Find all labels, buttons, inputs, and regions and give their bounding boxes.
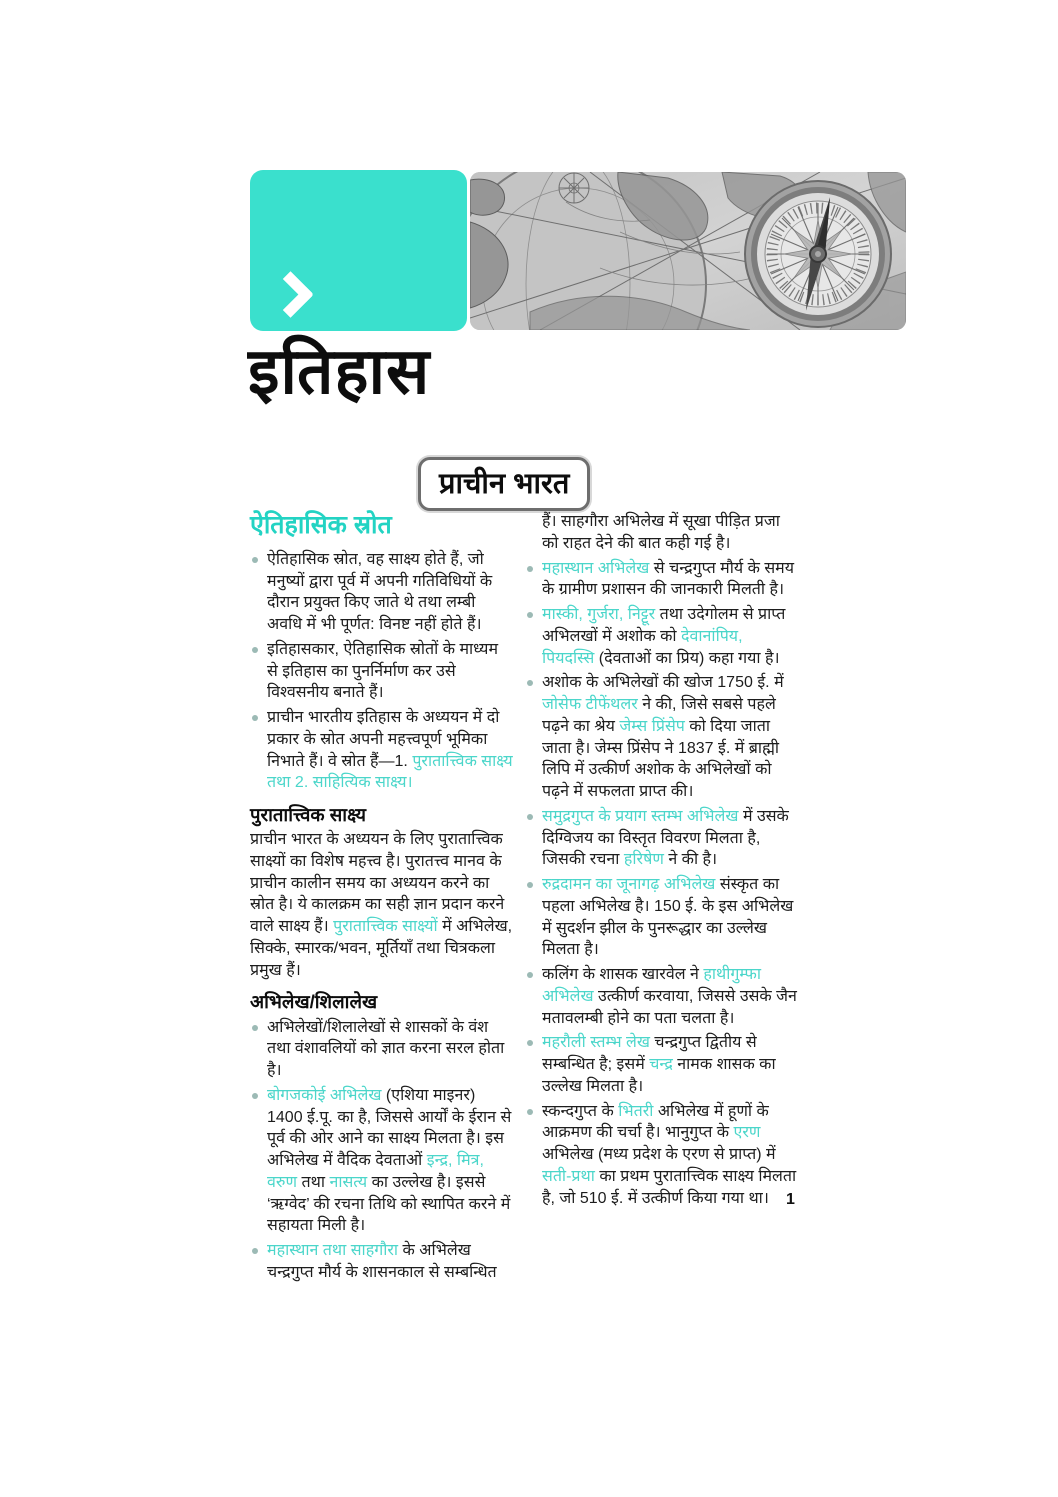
text-run: उत्कीर्ण करवाया, जिससे उसके जैन मतावलम्बी होने का पता चलता है।: [542, 987, 797, 1027]
text-run: अशोक के अभिलेखों की खोज 1750 ई. में: [542, 674, 784, 692]
list-item: [250, 639, 513, 704]
text-run: में अभिलेख, सिक्के, स्मारक/भवन, मूर्तियाँ तथा चित्रकला प्रमुख हैं।: [250, 918, 513, 979]
list-item: [250, 707, 513, 794]
compass-rose-icon: [745, 181, 891, 327]
text-run: तथा उदेगोलम से प्राप्त अभिलखों में अशोक को: [542, 606, 786, 645]
text-run: का उल्लेख है। इससे ‘ऋग्वेद’ की रचना तिथि को स्थापित करने में सहायता मिली है।: [267, 1173, 511, 1235]
text-run: ने की, जिसे सबसे पहले पढ़ने का श्रेय: [542, 696, 776, 735]
text-run: स्कन्दगुप्त के: [542, 1102, 619, 1120]
highlighted-term: महरौली स्तम्भ लेख: [542, 1034, 650, 1052]
highlighted-term: पुरातात्त्विक साक्ष्यों: [333, 918, 438, 936]
text-run: से चन्द्रगुप्त मौर्य के समय के ग्रामीण प्रशासन की जानकारी मिलती है।: [542, 559, 795, 599]
highlighted-term: देवानांपिय, पियदस्सि: [542, 627, 743, 667]
highlighted-term: महास्थान अभिलेख: [542, 559, 650, 577]
list-item: [250, 1085, 513, 1237]
list-item: [250, 549, 513, 636]
section-badge: प्राचीन भारत: [418, 457, 590, 511]
text-run: ने की है।: [663, 851, 718, 869]
text-run: (एशिया माइनर) 1400 ई.पू. का है, जिससे आर्यों के ईरान से पूर्व की ओर आने का साक्ष्य मिलता है। इस अभिलेख में वैदिक देवताओं: [267, 1086, 512, 1170]
highlighted-term: एरण: [733, 1124, 761, 1142]
text-run: चन्द्रगुप्त द्वितीय से सम्बन्धित है; इसमें: [542, 1034, 757, 1073]
highlighted-term: सती-प्रथा: [542, 1167, 595, 1185]
text-run: प्राचीन भारतीय इतिहास के अध्ययन में दो प्रकार के स्रोत अपनी महत्त्वपूर्ण भूमिका निभाते हैं। वे स्रोत हैं—1.: [267, 709, 500, 770]
highlighted-term: जोसेफ टीफेंथलर: [542, 696, 638, 713]
text-run: तथा: [297, 1173, 330, 1191]
list-item: [525, 604, 797, 669]
chapter-marker-box: [250, 170, 467, 331]
subheading-inscriptions: अभिलेख/शिलालेख: [250, 991, 378, 1013]
antique-map-compass-image: [470, 172, 906, 330]
text-run: कलिंग के शासक खारवेल ने: [542, 966, 704, 983]
list-item: [525, 806, 797, 871]
highlighted-term: पुरातात्त्विक साक्ष्य तथा 2. साहित्यिक साक्ष्य।: [267, 752, 513, 792]
highlighted-term: समुद्रगुप्त के प्रयाग स्तम्भ अभिलेख: [542, 807, 739, 825]
text-run: अभिलेख में हूणों के आक्रमण की चर्चा है। भानुगुप्त के: [542, 1102, 769, 1142]
archaeology-paragraph: [250, 829, 513, 981]
right-bullet-list: [525, 558, 797, 1210]
text-run: को दिया जाता जाता है। जेम्स प्रिंसेप ने 1837 ई. में ब्राह्मी लिपि में उत्कीर्ण अशोक के अभिलेखों को पढ़ने में सफलता प्राप्त की।: [542, 717, 780, 800]
text-run: हैं। साहगौरा अभिलेख में सूखा पीड़ित प्रजा को राहत देने की बात कही गई है।: [542, 513, 780, 552]
page-title: इतिहास: [248, 335, 431, 407]
list-item: [250, 1240, 513, 1284]
subheading-archaeological-evidence: पुरातात्त्विक साक्ष्य: [250, 804, 367, 825]
intro-bullet-list: [250, 549, 513, 794]
map-compass-art: [470, 172, 906, 330]
list-item: [525, 558, 797, 602]
inscriptions-bullet-list: [250, 1017, 513, 1284]
highlighted-term: जेम्स प्रिंसेप: [619, 717, 685, 735]
highlighted-term: भितरी: [618, 1102, 654, 1120]
highlighted-term: बोगजकोई अभिलेख: [267, 1086, 382, 1104]
text-run: में उसके दिग्विजय का विस्तृत विवरण मिलता है, जिसकी रचना: [542, 807, 789, 869]
highlighted-term: हरिषेण: [623, 851, 664, 869]
list-item: [525, 1032, 797, 1097]
list-item: [525, 672, 797, 803]
heading-historical-sources: ऐतिहासिक स्रोत: [250, 511, 392, 539]
list-item: [525, 874, 797, 961]
highlighted-term: चन्द्र: [649, 1056, 673, 1073]
list-item: [525, 1101, 797, 1210]
text-run: इतिहासकार, ऐतिहासिक स्रोतों के माध्यम से इतिहास का पुनर्निर्माण कर उसे विश्वसनीय बनाते हैं।: [267, 640, 499, 702]
text-run: संस्कृत का पहला अभिलेख है। 150 ई. के इस अभिलेख में सुदर्शन झील के पुनरूद्धार का उल्लेख मिलता है।: [542, 876, 794, 959]
content-columns: [250, 511, 797, 1288]
highlighted-term: रुद्रदामन का जूनागढ़ अभिलेख: [542, 876, 716, 893]
text-run: के अभिलेख चन्द्रगुप्त मौर्य के शासनकाल से सम्बन्धित: [267, 1242, 497, 1281]
highlighted-term: नासत्य: [329, 1173, 368, 1191]
text-run: अभिलेखों/शिलालेखों से शासकों के वंश तथा वंशावलियों को ज्ञात करना सरल होता है।: [267, 1018, 505, 1080]
page-number: 1: [786, 1191, 795, 1208]
text-run: (देवताओं का प्रिय) कहा गया है।: [594, 649, 780, 667]
text-run: अभिलेख (मध्य प्रदेश के एरण से प्राप्त) में: [542, 1146, 776, 1163]
continuation-paragraph: [525, 511, 797, 555]
list-item: [525, 964, 797, 1029]
text-run: प्राचीन भारत के अध्ययन के लिए पुरातात्त्विक साक्ष्यों का विशेष महत्त्व है। पुरातत्त्व मानव के प्राचीन कालीन समय का अध्ययन करने का स्रोत है। ये कालक्रम का सही ज्ञान प्रदान करने वाले साक्ष्य हैं।: [250, 831, 505, 936]
chevron-right-icon: [267, 271, 314, 318]
text-run: ऐतिहासिक स्रोत, वह साक्ष्य होते हैं, जो मनुष्यों द्वारा पूर्व में अपनी गतिविधियों के दौरान प्रयुक्त किए जाते थे तथा लम्बी अवधि में भी पूर्णत: विनष्ट नहीं होते हैं।: [267, 550, 493, 633]
highlighted-term: मास्की, गुर्जरा, निट्टूर: [542, 606, 656, 623]
highlighted-term: हाथीगुम्फा अभिलेख: [542, 966, 761, 1005]
list-item: [250, 1017, 513, 1082]
text-run: नामक शासक का उल्लेख मिलता है।: [542, 1056, 776, 1095]
highlighted-term: महास्थान तथा साहगौरा: [267, 1242, 399, 1260]
text-run: का प्रथम पुरातात्त्विक साक्ष्य मिलता है, जो 510 ई. में उत्कीर्ण किया गया था।: [542, 1167, 797, 1207]
highlighted-term: इन्द्र, मित्र, वरुण: [267, 1152, 484, 1191]
right-column: [525, 511, 797, 1288]
left-column: [250, 511, 513, 1288]
